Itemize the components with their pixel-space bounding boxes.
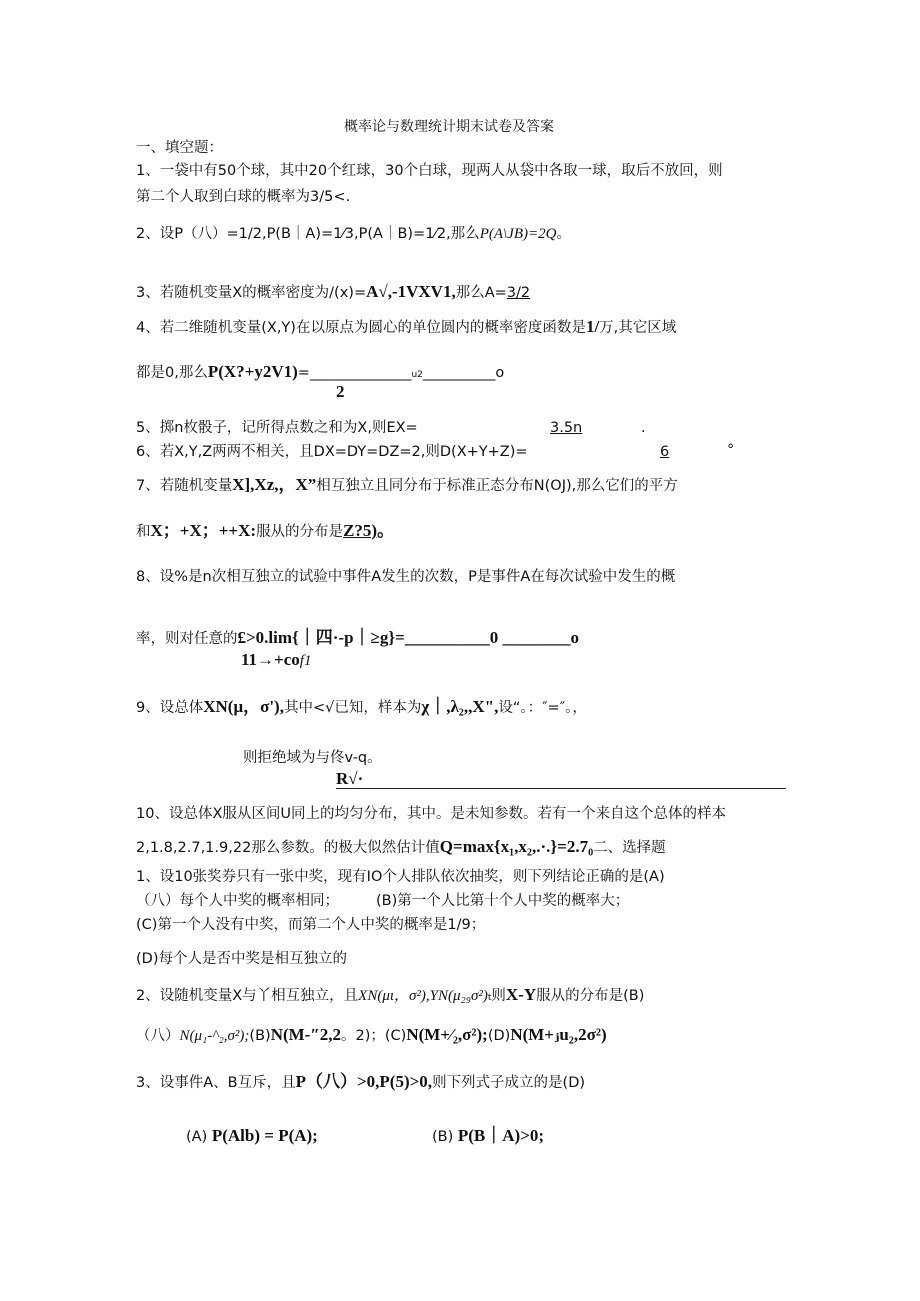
q9-text3: 设“。：″=″。， bbox=[498, 700, 587, 716]
q7-text2: 相互独立且同分布于标准正态分布N(OJ),那么它们的平方 bbox=[316, 478, 678, 494]
q1-line2: 第二个人取到白球的概率为3/5<. bbox=[136, 189, 351, 205]
c3-label-a: (A) bbox=[186, 1129, 208, 1145]
q8-formula: £>0.lim{｜四·-p｜≥g}= bbox=[237, 628, 405, 647]
c2-label-b: (B) bbox=[249, 1028, 271, 1044]
q4-line1 bbox=[136, 318, 676, 337]
c2-stem bbox=[136, 986, 644, 1007]
c3-stem bbox=[136, 1073, 585, 1092]
c2-option-d: N(M+ⱼu₂,2σ²) bbox=[510, 1025, 607, 1044]
c2-dist: XN(μι，σ²),YN(μ₂₉σ²) bbox=[358, 988, 488, 1004]
q4-density: 1/ bbox=[585, 317, 600, 336]
c1-option-b: (B)第一个人比第十个人中奖的概率大； bbox=[376, 893, 630, 909]
q2-formula: P(A\JB)=2Q bbox=[479, 226, 557, 242]
q7-answer: Z?5) bbox=[343, 521, 378, 540]
q4-denominator: 2 bbox=[336, 382, 345, 401]
q4-blank2: __________o bbox=[422, 365, 505, 381]
q7-line1 bbox=[136, 476, 678, 495]
q10-line1: 10、设总体X服从区间U同上的均匀分布，其中。是未知参数。若有一个来自这个总体的样本 bbox=[136, 806, 726, 822]
q5-answer: 3.5n bbox=[550, 420, 583, 436]
q8-line2 bbox=[136, 629, 579, 648]
q6-answer: 6 bbox=[660, 444, 670, 460]
q8-blank: __________0 ________o bbox=[404, 628, 579, 647]
q10-line2 bbox=[136, 838, 666, 857]
c3-text: 3、设事件A、B互斥，且 bbox=[136, 1075, 296, 1091]
c2-option-a: N(μ₁-^₂,σ²); bbox=[179, 1028, 250, 1044]
q3-answer: 3/2 bbox=[506, 285, 531, 301]
section-choice: 二、选择题 bbox=[593, 840, 666, 856]
q10-text: 2,1.8,2.7,1.9,22那么参数。的极大似然估计值 bbox=[136, 840, 440, 856]
q9-text: 9、设总体 bbox=[136, 700, 204, 716]
q3-text2: 那么A= bbox=[455, 285, 507, 301]
q7-text3: 和 bbox=[136, 524, 151, 540]
c2-diff: X-Y bbox=[505, 985, 537, 1004]
q4-formula: P(X?+y2V1) bbox=[207, 362, 298, 381]
c3-formula-b: P(B｜A)>0; bbox=[457, 1126, 545, 1145]
q10-estimate: Q=max{x₁,x₂,.·.}=2.7₀ bbox=[439, 837, 594, 856]
q7-vars: X],Xz,，X” bbox=[232, 475, 317, 494]
q4-text2: 万,其它区域 bbox=[599, 320, 677, 336]
q6-text: 6、若X,Y,Z两两不相关，且DX=DY=DZ=2,则D(X+Y+Z)= bbox=[136, 444, 528, 460]
c3-label-b: (B) bbox=[432, 1129, 454, 1145]
c2-sub: t bbox=[487, 993, 492, 1003]
q9-sample: χ｜,λ₂,,X", bbox=[421, 697, 499, 716]
c2-text2: 服从的分布是(B) bbox=[536, 988, 645, 1004]
q7-end: 。 bbox=[377, 521, 395, 540]
q7-line2 bbox=[136, 522, 394, 541]
c2-label-d: (D) bbox=[487, 1028, 511, 1044]
q7-text: 7、若随机变量 bbox=[136, 478, 233, 494]
q5-end: . bbox=[641, 420, 646, 436]
q2-end: 。 bbox=[556, 226, 571, 242]
c3-option-b bbox=[432, 1127, 544, 1146]
q3-line bbox=[136, 283, 530, 302]
page-title: 概率论与数理统计期末试卷及答案 bbox=[344, 119, 554, 135]
c2-text: 2、设随机变量X与丫相互独立，且 bbox=[136, 988, 359, 1004]
q9-line1 bbox=[136, 698, 587, 717]
q9-region: R√· bbox=[336, 769, 364, 788]
c3-option-a bbox=[186, 1127, 318, 1146]
q4-sub: u2 bbox=[411, 370, 423, 380]
q4-text3: 都是0,那么 bbox=[136, 365, 208, 381]
q9-rule bbox=[336, 788, 786, 789]
q9-line2: 则拒绝域为与佟v-q。 bbox=[243, 750, 382, 766]
c3-formula-a: P(Alb) = P(A); bbox=[211, 1126, 318, 1145]
q2-text: 2、设P（八）=1/2,P(B｜A)=1⁄3,P(A｜B)=1⁄2,那么 bbox=[136, 226, 480, 242]
q8-line1: 8、设%是n次相互独立的试验中事件A发生的次数，P是事件A在每次试验中发生的概 bbox=[136, 569, 676, 585]
q8-limit bbox=[241, 651, 311, 670]
c3-cond: P（八）>0,P(5)>0, bbox=[295, 1072, 433, 1091]
q7-text4: 服从的分布是 bbox=[256, 524, 344, 540]
q8-limit-f: f1 bbox=[299, 653, 312, 669]
q2-line bbox=[136, 225, 571, 243]
q1-line1: 1、一袋中有50个球，其中20个红球，30个白球，现两人从袋中各取一球，取后不放回，则 bbox=[136, 163, 723, 179]
q5-text: 5、掷n枚骰子，记所得点数之和为X,则EX= bbox=[136, 420, 418, 436]
c2-option-c: N(M+⁄₂,σ²); bbox=[406, 1025, 488, 1044]
q8-text: 率，则对任意的 bbox=[136, 631, 238, 647]
q3-formula: A√,-1VXV1, bbox=[366, 282, 456, 301]
c1-option-c: (C)第一个人没有中奖，而第二个人中奖的概率是1/9； bbox=[136, 917, 486, 933]
c2-label-c: 。2)；(C) bbox=[340, 1028, 407, 1044]
q6-end: ° bbox=[727, 442, 735, 458]
q4-blank1: =______________ bbox=[297, 365, 412, 381]
c2-options bbox=[136, 1026, 607, 1045]
q7-sum: X；+X；++X: bbox=[150, 521, 257, 540]
c1-option-d: (D)每个人是否中奖是相互独立的 bbox=[136, 951, 347, 967]
q4-line2 bbox=[136, 363, 504, 384]
c1-stem: 1、设10张奖券只有一张中奖，现有IO个人排队依次抽奖，则下列结论正确的是(A) bbox=[136, 869, 665, 885]
q4-text: 4、若二维随机变量(X,Y)在以原点为圆心的单位圆内的概率密度函数是 bbox=[136, 320, 586, 336]
c2-then: 则 bbox=[491, 988, 506, 1004]
c1-option-a: （八）每个人中奖的概率相同； bbox=[136, 893, 339, 909]
c2-label-a: （八） bbox=[136, 1028, 180, 1044]
c3-text2: 则下列式子成立的是(D) bbox=[432, 1075, 586, 1091]
q3-text: 3、若随机变量X的概率密度为/(x)= bbox=[136, 285, 367, 301]
q9-dist: XN(μ，σ'), bbox=[203, 697, 284, 716]
q8-limit-sub: 11→+co bbox=[241, 650, 300, 669]
section-fill-in: 一、填空题： bbox=[136, 140, 223, 156]
c2-option-b: N(M-″2,2 bbox=[270, 1025, 341, 1044]
q9-text2: 其中<√已知，样本为 bbox=[283, 700, 422, 716]
